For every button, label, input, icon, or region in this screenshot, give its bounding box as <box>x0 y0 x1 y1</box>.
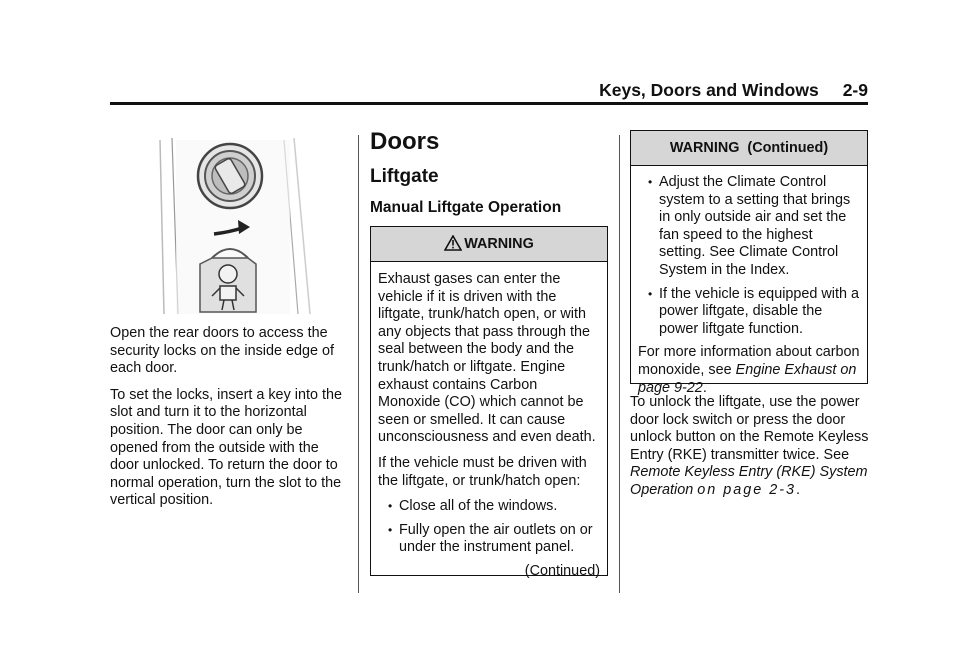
unlock-text: To unlock the liftgate, use the power door lock switch or press the door unlock button on the Remote Keyless Entry (RKE) transmitter twice. See <box>630 394 869 463</box>
right-column-text <box>630 394 870 509</box>
page-number: 2-9 <box>842 80 868 100</box>
list-item <box>388 522 600 557</box>
door-lock-illustration <box>152 136 314 316</box>
paragraph: To set the locks, insert a key into the slot and turn it to the horizontal position. The door can only be opened from the outside with the door unlocked. To return the door to normal operation, turn the slot to the vertical position. <box>110 386 342 509</box>
bullet-icon: • <box>648 286 653 301</box>
warning-paragraph: If the vehicle must be driven with the liftgate, or trunk/hatch open: <box>378 454 587 489</box>
bullet-text: If the vehicle is equipped with a power liftgate, disable the power liftgate function. <box>659 285 859 337</box>
warning-paragraph: Exhaust gases can enter the vehicle if it is driven with the liftgate, trunk/hatch open, or with any objects that pass through the seal between the body and the trunk/hatch or liftgate. Engine exhaust contains Carbon Monoxide (CO) which cannot be seen or smelled. It can cause unconsciousness and even death. <box>378 271 596 446</box>
list-item <box>648 174 860 280</box>
left-column-text <box>110 325 350 519</box>
heading-liftgate: Liftgate <box>370 166 439 187</box>
warning-continued-header: WARNING (Continued) <box>631 131 867 166</box>
bullet-icon: • <box>388 522 393 537</box>
continued-label: (Continued) <box>524 562 600 579</box>
more-info-text: For more information about carbon monoxide, see <box>638 344 860 378</box>
list-item <box>648 286 860 339</box>
rke-system-operation-link[interactable]: Remote Keyless Entry (RKE) System Operation <box>630 464 868 498</box>
warning-bullet-list <box>378 498 600 557</box>
heading-manual-liftgate-operation: Manual Liftgate Operation <box>370 199 562 216</box>
warning-continued-body <box>631 166 867 403</box>
warning-continued-bullet-list <box>638 174 860 338</box>
warning-continued-box <box>630 130 868 396</box>
heading-doors: Doors <box>370 128 440 155</box>
column-divider-right <box>619 135 620 593</box>
warning-header <box>371 227 607 262</box>
running-header <box>110 80 868 100</box>
warning-triangle-icon <box>444 235 462 251</box>
column-divider-left <box>358 135 359 593</box>
list-item <box>388 498 600 516</box>
warning-body <box>371 262 607 587</box>
door-lock-slot-icon <box>198 144 262 208</box>
bullet-text: Adjust the Climate Control system to a setting that brings in only outside air and set the fan speed to the highest setting. See Climate Control System in the Index. <box>659 174 851 278</box>
unlock-paragraph <box>630 394 870 500</box>
bullet-text: Close all of the windows. <box>399 498 558 515</box>
warning-box <box>370 226 608 579</box>
bullet-icon: • <box>388 499 393 514</box>
engine-exhaust-link[interactable]: Engine Exhaust on page 9-22 <box>638 361 857 396</box>
bullet-icon: • <box>648 175 653 189</box>
punctuation: . <box>702 379 707 396</box>
warning-title: WARNING <box>464 236 534 252</box>
bullet-text: Fully open the air outlets on or under the instrument panel. <box>399 521 593 556</box>
paragraph: Open the rear doors to access the security locks on the inside edge of each door. <box>110 325 334 377</box>
header-rule <box>110 102 868 105</box>
more-info-paragraph <box>638 344 860 397</box>
rke-page-reference-link[interactable]: on page 2-3 <box>697 481 797 498</box>
section-title: Keys, Doors and Windows <box>599 80 819 100</box>
punctuation: . <box>796 481 801 498</box>
